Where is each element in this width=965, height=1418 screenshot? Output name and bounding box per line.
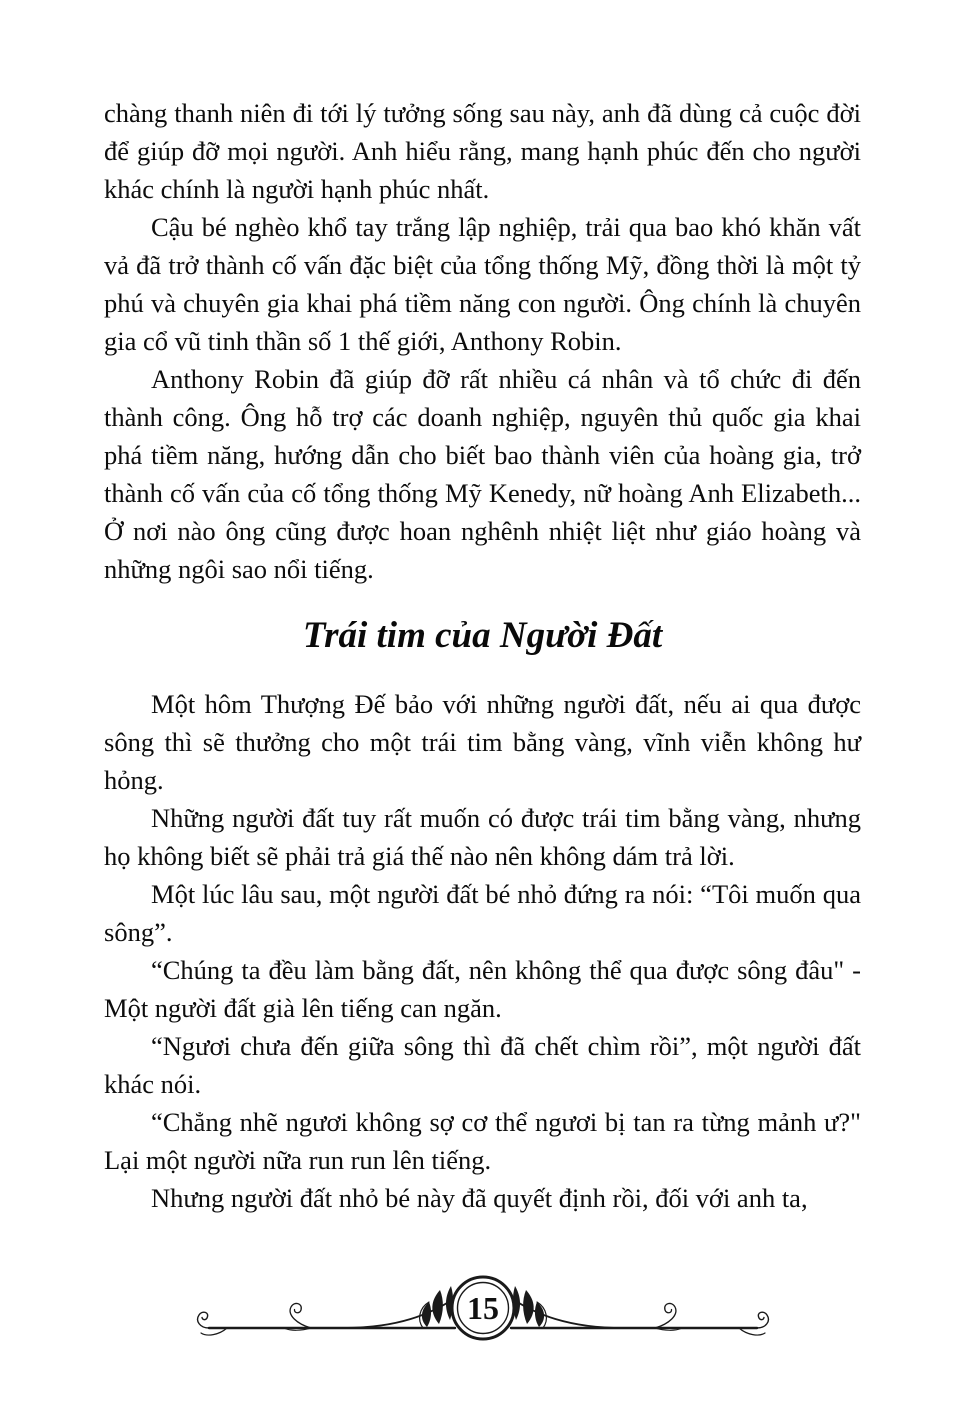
paragraph: Nhưng người đất nhỏ bé này đã quyết định rồi, đối với anh ta, [151, 1183, 808, 1213]
page-number: 15 [466, 1290, 499, 1326]
paragraph: Những người đất tuy rất muốn có được trái tim bằng vàng, nhưng họ không biết sẽ phải trả giá thế nào nên không dám trả lời. [104, 803, 861, 871]
paragraph: “Ngươi chưa đến giữa sông thì đã chết chìm rồi”, một người đất khác nói. [104, 1031, 861, 1099]
story-title: Trái tim của Người Đất [302, 615, 663, 656]
story-section-previous [104, 94, 861, 588]
paragraph: Anthony Robin đã giúp đỡ rất nhiều cá nhân và tổ chức đi đến thành công. Ông hỗ trợ các doanh nghiệp, nguyên thủ quốc gia khai phá tiềm năng, hướng dẫn cho biết bao thành viên của hoàng gia, trở thành cố vấn của cố tổng thống Mỹ Kenedy, nữ hoàng Anh Elizabeth... Ở nơi nào ông cũng được hoan nghênh nhiệt liệt như giáo hoàng và những ngôi sao nổi tiếng. [104, 364, 861, 584]
paragraph: “Chẳng nhẽ ngươi không sợ cơ thể ngươi bị tan ra từng mảnh ư?" Lại một người nữa run run lên tiếng. [104, 1107, 861, 1175]
page-footer [0, 1262, 965, 1362]
paragraph: Cậu bé nghèo khổ tay trắng lập nghiệp, trải qua bao khó khăn vất vả đã trở thành cố vấn đặc biệt của tổng thống Mỹ, đồng thời là một tỷ phú và chuyên gia khai phá tiềm năng con người. Ông chính là chuyên gia cổ vũ tinh thần số 1 thế giới, Anthony Robin. [104, 212, 861, 356]
paragraph: Một hôm Thượng Đế bảo với những người đất, nếu ai qua được sông thì sẽ thưởng cho một trái tim bằng vàng, vĩnh viễn không hư hỏng. [104, 689, 861, 795]
paragraph: Một lúc lâu sau, một người đất bé nhỏ đứng ra nói: “Tôi muốn qua sông”. [104, 879, 861, 947]
paragraph: chàng thanh niên đi tới lý tưởng sống sau này, anh đã dùng cả cuộc đời để giúp đỡ mọi người. Anh hiểu rằng, mang hạnh phúc đến cho người khác chính là người hạnh phúc nhất. [104, 98, 861, 204]
flourish-icon [193, 1262, 773, 1362]
paragraph: “Chúng ta đều làm bằng đất, nên không thể qua được sông đâu" - Một người đất già lên tiếng can ngăn. [104, 955, 861, 1023]
story-section-current [104, 685, 861, 1217]
